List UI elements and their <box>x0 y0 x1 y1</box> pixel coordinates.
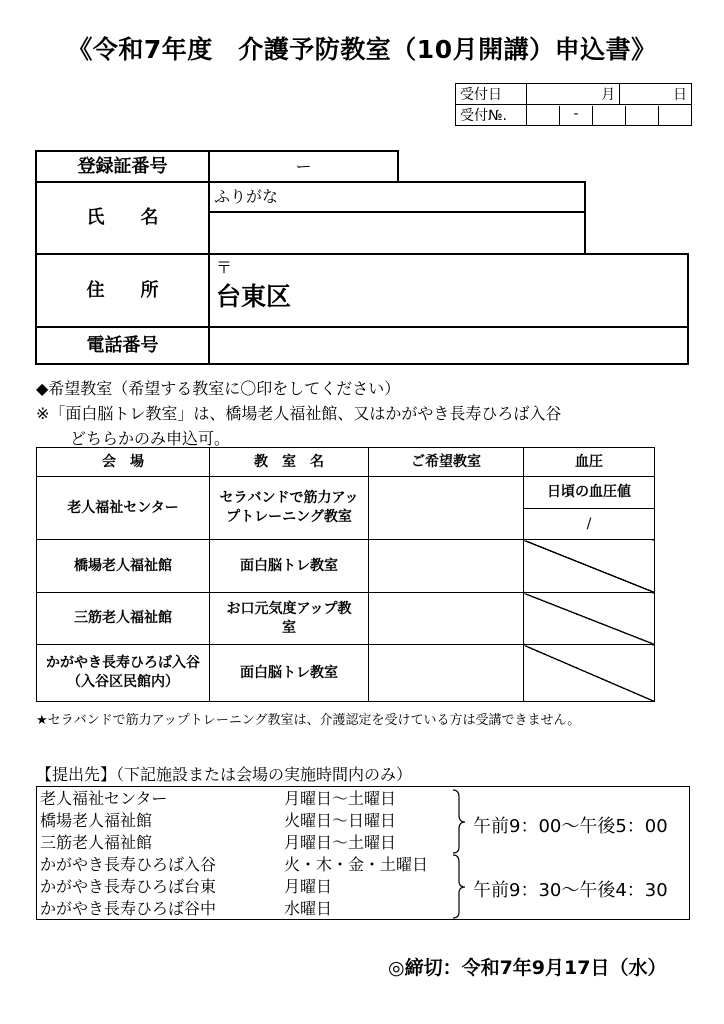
class-cell: 面白脳トレ教室 <box>210 645 369 702</box>
table-footnote: ★セラバンドで筋力アップトレーニング教室は、介護認定を受けている方は受講できません。 <box>36 713 581 728</box>
venue-cell: 橋場老人福祉館 <box>37 540 210 593</box>
deadline: ◎締切：令和7年9月17日（水） <box>388 957 667 979</box>
list-item <box>40 854 428 876</box>
place-name: 橋場老人福祉館 <box>40 811 153 830</box>
postal-mark: 〒 <box>216 258 233 277</box>
header-venue: 会 場 <box>37 448 210 477</box>
reg-no-label: 登録証番号 <box>35 150 210 183</box>
place-name: かがやき長寿ひろば谷中 <box>40 899 217 918</box>
receipt-no-boxes <box>527 105 692 126</box>
classroom-table <box>36 447 655 702</box>
receipt-month: 月 <box>527 84 620 105</box>
place-name: 三筋老人福祉館 <box>40 833 153 852</box>
submission-list <box>40 788 428 920</box>
place-days: 月曜日～土曜日 <box>284 833 397 852</box>
name-field[interactable] <box>208 211 586 255</box>
venue-cell: かがやき長寿ひろば入谷（入谷区民館内） <box>37 645 210 702</box>
list-item <box>40 810 428 832</box>
place-days: 水曜日 <box>284 899 333 918</box>
wish-cell[interactable] <box>369 593 524 645</box>
receipt-no-label: 受付№. <box>456 105 527 126</box>
receipt-box <box>455 83 692 126</box>
place-days: 月曜日～土曜日 <box>284 789 397 808</box>
group1-time: 午前9：00～午後5：00 <box>473 816 668 837</box>
header-bp: 血圧 <box>524 448 655 477</box>
note-line-3: どちらかのみ申込可。 <box>70 429 231 448</box>
table-row <box>37 593 655 645</box>
bracket-icon <box>449 787 469 921</box>
venue-cell: 三筋老人福祉館 <box>37 593 210 645</box>
place-days: 火・木・金・土曜日 <box>284 855 429 874</box>
place-days: 火曜日～日曜日 <box>284 811 397 830</box>
bp-cell[interactable] <box>524 477 655 540</box>
header-class: 教 室 名 <box>210 448 369 477</box>
phone-field[interactable] <box>208 326 689 365</box>
note-line-2: ※「面白脳トレ教室」は、橋場老人福祉館、又はかがやき長寿ひろば入谷 <box>36 404 562 423</box>
wish-cell[interactable] <box>369 540 524 593</box>
place-name: かがやき長寿ひろば入谷 <box>40 855 217 874</box>
bp-slash: / <box>586 516 592 532</box>
bp-label: 日頃の血圧値 <box>524 477 654 509</box>
place-name: 老人福祉センター <box>40 789 168 808</box>
receipt-date-label: 受付日 <box>456 84 527 105</box>
class-cell: セラバンドで筋力アップトレーニング教室 <box>210 477 369 540</box>
group2-time: 午前9：30～午後4：30 <box>473 880 668 901</box>
name-label: 氏 名 <box>35 181 210 255</box>
bp-disabled-cell <box>524 645 655 702</box>
submission-heading: 【提出先】（下記施設または会場の実施時間内のみ） <box>36 765 413 784</box>
place-days: 月曜日 <box>284 877 333 896</box>
header-wish: ご希望教室 <box>369 448 524 477</box>
phone-label: 電話番号 <box>35 326 210 365</box>
class-cell: お口元気度アップ教室 <box>210 593 369 645</box>
list-item <box>40 898 428 920</box>
reg-no-field[interactable]: ー <box>208 150 399 183</box>
table-row <box>37 540 655 593</box>
place-name: かがやき長寿ひろば台東 <box>40 877 217 896</box>
submission-box <box>36 786 690 920</box>
page-title: 《令和7年度 介護予防教室（10月開講）申込書》 <box>67 35 657 64</box>
wish-cell[interactable] <box>369 645 524 702</box>
bp-disabled-cell <box>524 540 655 593</box>
wish-cell[interactable] <box>369 477 524 540</box>
list-item <box>40 876 428 898</box>
bp-disabled-cell <box>524 593 655 645</box>
furigana-field[interactable]: ふりがな <box>208 181 586 213</box>
venue-cell: 老人福祉センター <box>37 477 210 540</box>
address-field[interactable] <box>208 253 689 328</box>
receipt-day: 日 <box>620 84 692 105</box>
list-item <box>40 788 428 810</box>
class-cell: 面白脳トレ教室 <box>210 540 369 593</box>
note-line-1: ◆希望教室（希望する教室に〇印をしてください） <box>36 379 401 398</box>
list-item <box>40 832 428 854</box>
address-value: 台東区 <box>216 282 292 311</box>
receipt-no-dash: - <box>560 106 593 125</box>
table-row <box>37 477 655 540</box>
table-row <box>37 645 655 702</box>
address-label: 住 所 <box>35 253 210 328</box>
